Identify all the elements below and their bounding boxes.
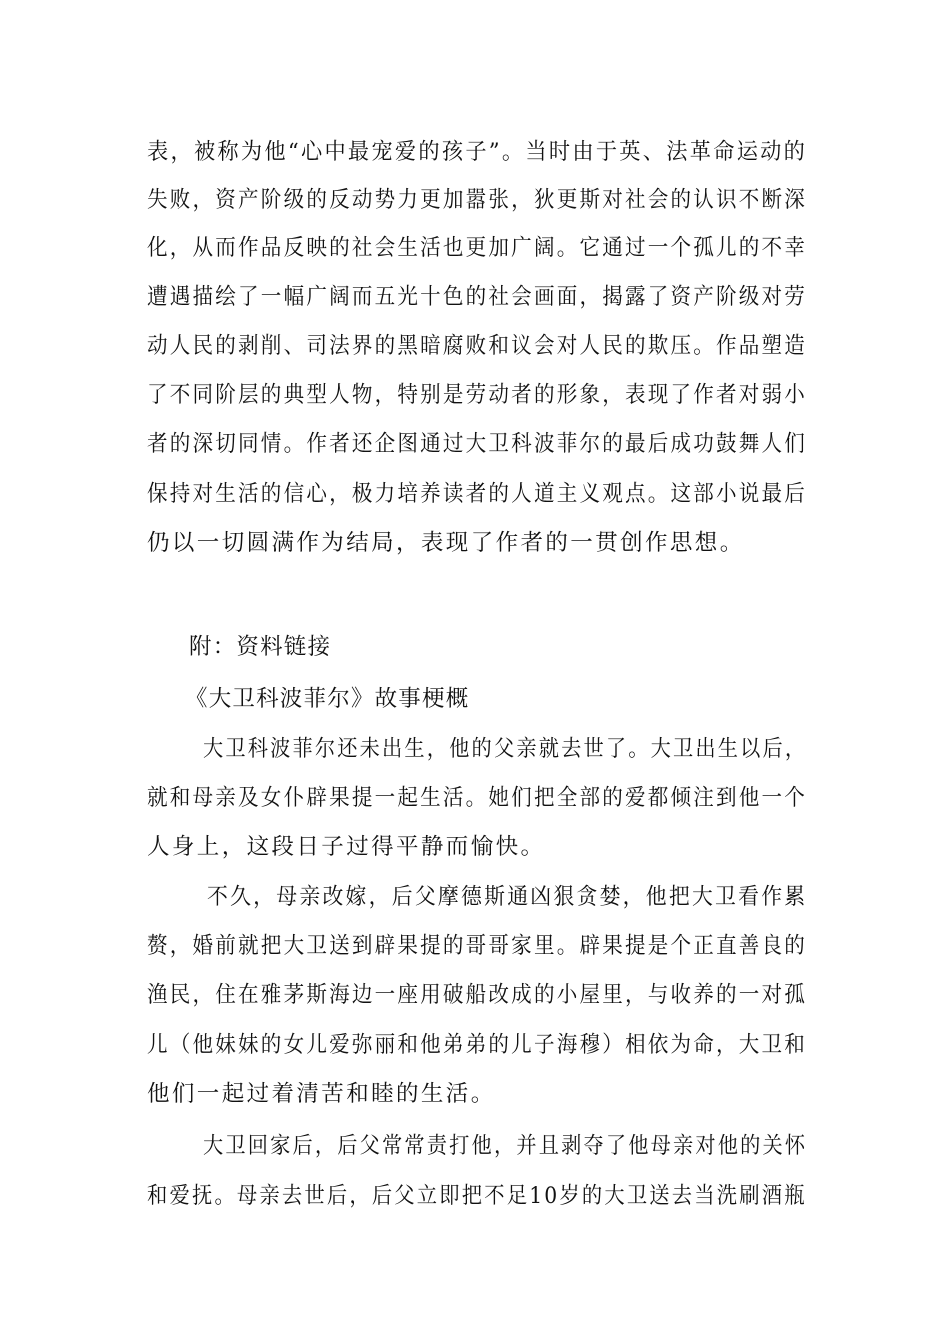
- text-line: 化，从而作品反映的社会生活也更加广阔。它通过一个孤儿的不幸: [147, 235, 808, 261]
- summary-title: 《大卫科波菲尔》故事梗概: [185, 686, 470, 712]
- text-line: 表，被称为他“心中最宠爱的孩子”。当时由于英、法革命运动的: [147, 139, 808, 165]
- text-line: 人身上，这段日子过得平静而愉快。: [147, 834, 546, 860]
- text-line: 保持对生活的信心，极力培养读者的人道主义观点。这部小说最后: [147, 481, 808, 507]
- text-line: 大卫科波菲尔还未出生，他的父亲就去世了。大卫出生以后，: [203, 736, 808, 762]
- text-line: 了不同阶层的典型人物，特别是劳动者的形象，表现了作者对弱小: [147, 382, 808, 408]
- text-line: 不久，母亲改嫁，后父摩德斯通凶狠贪婪，他把大卫看作累: [207, 884, 808, 910]
- text-line: 他们一起过着清苦和睦的生活。: [147, 1081, 496, 1107]
- text-line: 和爱抚。母亲去世后，后父立即把不足10岁的大卫送去当洗刷酒瓶: [147, 1183, 807, 1209]
- text-line: 遭遇描绘了一幅广阔而五光十色的社会画面，揭露了资产阶级对劳: [147, 284, 808, 310]
- text-line: 仍以一切圆满作为结局，表现了作者的一贯创作思想。: [147, 530, 745, 556]
- text-line: 大卫回家后，后父常常责打他，并且剥夺了他母亲对他的关怀: [203, 1133, 808, 1159]
- text-line: 渔民，住在雅茅斯海边一座用破船改成的小屋里，与收养的一对孤: [147, 982, 808, 1008]
- text-line: 赘，婚前就把大卫送到辟果提的哥哥家里。辟果提是个正直善良的: [147, 933, 808, 959]
- text-line: 失败，资产阶级的反动势力更加嚣张，狄更斯对社会的认识不断深: [147, 187, 808, 213]
- text-line: 者的深切同情。作者还企图通过大卫科波菲尔的最后成功鼓舞人们: [147, 431, 808, 457]
- text-line: 儿（他妹妹的女儿爱弥丽和他弟弟的儿子海穆）相依为命，大卫和: [147, 1032, 808, 1058]
- text-line: 动人民的剥削、司法界的黑暗腐败和议会对人民的欺压。作品塑造: [147, 333, 808, 359]
- text-line: 就和母亲及女仆辟果提一起生活。她们把全部的爱都倾注到他一个: [147, 785, 808, 811]
- appendix-heading: 附：资料链接: [189, 634, 332, 660]
